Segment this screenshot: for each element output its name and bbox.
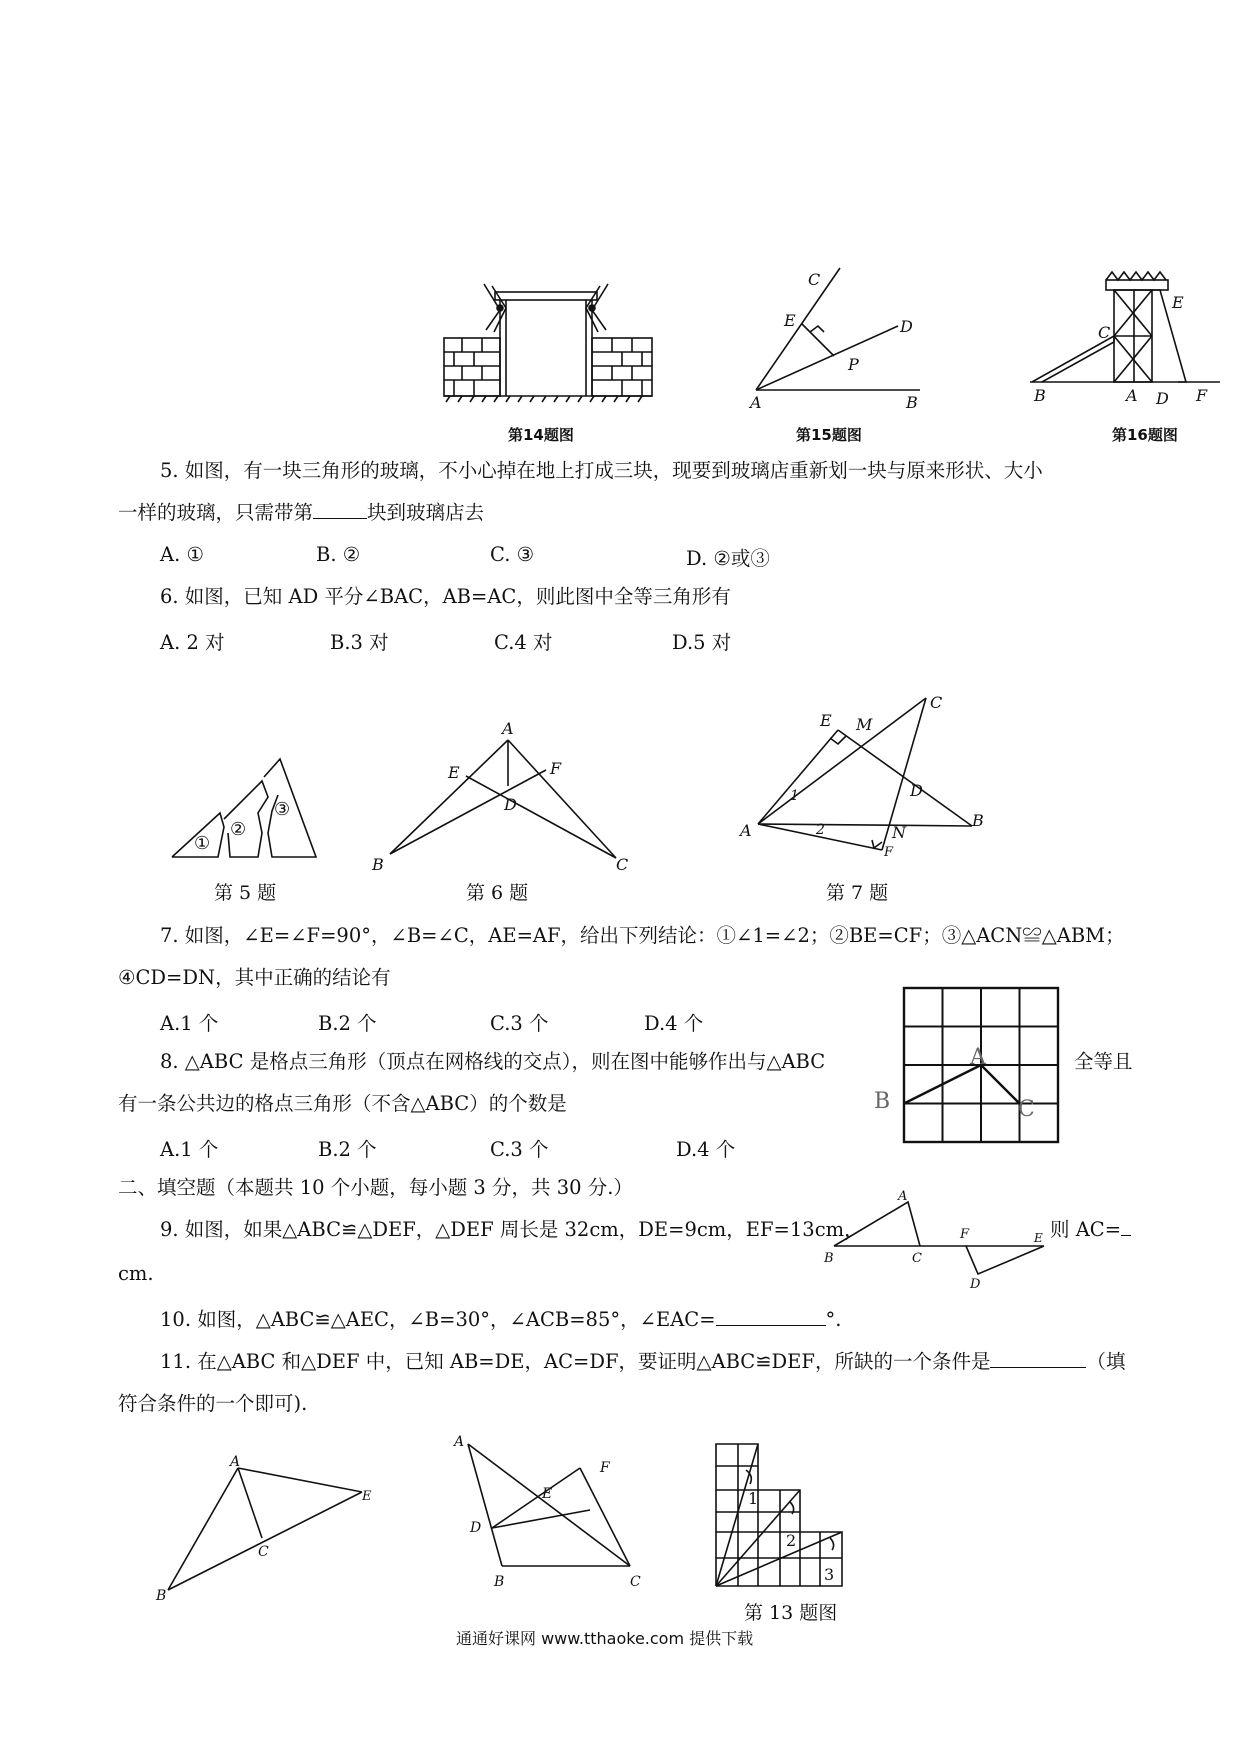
fig9-label-F: F: [960, 1227, 970, 1242]
figure-14-wall-gate: [440, 280, 670, 410]
fig16-label-F: F: [1196, 386, 1208, 405]
figure-10-triangles: [150, 1450, 390, 1604]
fig11-label-B: B: [494, 1574, 505, 1590]
fig8-label-B: B: [874, 1089, 891, 1114]
fig6-label-B: B: [372, 855, 384, 874]
figure-16-caption: 第16题图: [1112, 426, 1178, 444]
fig11-label-D: D: [470, 1520, 482, 1536]
fig13-label-1: 1: [748, 1489, 759, 1508]
fig15-label-P: P: [848, 355, 859, 374]
q11-stem-line2: 符合条件的一个即可).: [118, 1392, 308, 1415]
fig16-label-D: D: [1156, 389, 1169, 408]
q7-stem-line1: 7. 如图，∠E=∠F=90°，∠B=∠C，AE=AF，给出下列结论：①∠1=∠2；②BE=CF；③△ACN≌△ABM；: [160, 924, 1125, 947]
fig9-label-D: D: [970, 1277, 981, 1292]
figure-11-quadrilateral: [450, 1432, 670, 1602]
section-2-heading: 二、填空题（本题共 10 个小题，每小题 3 分，共 30 分.）: [118, 1176, 633, 1199]
q6-stem: 6. 如图，已知 AD 平分∠BAC，AB=AC，则此图中全等三角形有: [160, 585, 731, 608]
q8-stem-line1-tail: 全等且: [1074, 1050, 1133, 1073]
fig10-label-B: B: [156, 1588, 167, 1604]
fig16-label-B: B: [1034, 386, 1046, 405]
q5-option-a[interactable]: A. ①: [160, 543, 204, 566]
q6-option-c[interactable]: C.4 对: [494, 631, 553, 654]
q5-stem-line2-before: 一样的玻璃，只需带第: [118, 501, 314, 524]
fig16-label-C: C: [1098, 323, 1111, 342]
fig10-label-C: C: [258, 1544, 269, 1560]
fig6-label-C: C: [616, 855, 629, 874]
figure-13-caption: 第 13 题图: [744, 1602, 838, 1624]
figure-5-broken-glass: [170, 755, 320, 865]
q10-stem: [160, 1308, 841, 1331]
q10-stem-before: 10. 如图，△ABC≌△AEC，∠B=30°，∠ACB=85°，∠EAC=: [160, 1308, 716, 1331]
fig8-label-C: C: [1018, 1097, 1035, 1122]
fig7-label-B: B: [972, 811, 984, 830]
q7-option-a[interactable]: A.1 个: [160, 1012, 219, 1035]
figure-14-caption: 第14题图: [508, 426, 574, 444]
fig7-label-2: 2: [816, 822, 825, 838]
q9-answer-blank[interactable]: [1121, 1234, 1131, 1236]
fig7-label-M: M: [856, 715, 873, 734]
fig5-piece-2: ②: [230, 819, 247, 840]
fig15-label-E: E: [784, 311, 796, 330]
q11-stem-line1: [160, 1350, 1125, 1373]
figure-6-bisector-triangles: [370, 719, 640, 874]
q6-option-d[interactable]: D.5 对: [672, 631, 732, 654]
fig11-label-A: A: [454, 1434, 465, 1450]
q11-stem-line1-before: 11. 在△ABC 和△DEF 中，已知 AB=DE，AC=DF，要证明△ABC≌DEF，所缺的一个条件是: [160, 1350, 991, 1373]
fig5-piece-1: ①: [194, 833, 211, 854]
q9-stem-line1-tail: [1050, 1218, 1131, 1241]
figure-15-angle-bisector: [740, 260, 960, 420]
q10-stem-after: °.: [825, 1308, 842, 1331]
q11-answer-blank[interactable]: [990, 1366, 1086, 1368]
q8-option-a[interactable]: A.1 个: [160, 1138, 219, 1161]
fig5-piece-3: ③: [274, 799, 291, 820]
fig10-label-A: A: [230, 1454, 241, 1470]
page-footer-source: 通通好课网 www.tthaoke.com 提供下载: [456, 1629, 754, 1648]
q5-option-c[interactable]: C. ③: [490, 543, 535, 566]
fig7-label-A: A: [740, 821, 752, 840]
fig6-label-E: E: [448, 763, 460, 782]
q8-option-b[interactable]: B.2 个: [318, 1138, 377, 1161]
q5-stem-line2-after: 块到玻璃店去: [367, 501, 485, 524]
q5-option-d[interactable]: D. ②或③: [686, 547, 770, 570]
fig9-label-C: C: [912, 1251, 922, 1266]
q8-stem-line2: 有一条公共边的格点三角形（不含△ABC）的个数是: [118, 1092, 567, 1115]
q9-stem-tail-text: 则 AC=: [1050, 1218, 1122, 1241]
fig11-label-C: C: [630, 1574, 641, 1590]
fig6-label-F: F: [550, 759, 562, 778]
fig15-label-D: D: [900, 317, 913, 336]
fig7-label-D: D: [910, 781, 923, 800]
fig9-label-B: B: [824, 1251, 834, 1266]
q8-option-d[interactable]: D.4 个: [676, 1138, 736, 1161]
q5-stem-line2: [118, 501, 484, 524]
fig15-label-C: C: [808, 270, 821, 289]
figure-7-right-triangles: [740, 690, 1000, 860]
q8-stem-line1: 8. △ABC 是格点三角形（顶点在网格线的交点），则在图中能够作出与△ABC: [160, 1050, 826, 1073]
q7-option-d[interactable]: D.4 个: [644, 1012, 704, 1035]
q5-stem-line1: 5. 如图，有一块三角形的玻璃，不小心掉在地上打成三块，现要到玻璃店重新划一块与原来形状、大小: [160, 459, 1043, 482]
figure-7-caption: 第 7 题: [826, 882, 889, 904]
fig7-label-E: E: [820, 711, 832, 730]
q7-option-c[interactable]: C.3 个: [490, 1012, 549, 1035]
q9-stem-line2: cm.: [118, 1262, 154, 1285]
q7-option-b[interactable]: B.2 个: [318, 1012, 377, 1035]
q5-option-b[interactable]: B. ②: [316, 543, 361, 566]
q5-answer-blank[interactable]: [313, 517, 367, 519]
q11-stem-line1-after: （填: [1086, 1350, 1126, 1373]
fig11-label-F: F: [600, 1460, 610, 1476]
figure-6-caption: 第 6 题: [466, 882, 529, 904]
fig15-label-A: A: [750, 393, 762, 412]
fig16-label-A: A: [1126, 386, 1138, 405]
fig7-label-N: N: [892, 823, 906, 842]
fig8-label-A: A: [970, 1045, 986, 1070]
fig7-label-F: F: [884, 845, 894, 860]
q6-option-a[interactable]: A. 2 对: [160, 631, 225, 654]
fig7-label-1: 1: [790, 788, 799, 804]
fig11-label-E: E: [542, 1486, 553, 1502]
q6-option-b[interactable]: B.3 对: [330, 631, 389, 654]
figure-13-grid-angles: [712, 1440, 862, 1590]
fig6-label-D: D: [504, 795, 517, 814]
q7-stem-line2: ④CD=DN，其中正确的结论有: [118, 966, 391, 989]
fig9-label-E: E: [1034, 1231, 1043, 1245]
figure-8-lattice-grid: [870, 984, 1070, 1144]
fig9-label-A: A: [898, 1189, 908, 1204]
fig7-label-C: C: [930, 693, 943, 712]
fig16-label-E: E: [1172, 293, 1184, 312]
fig6-label-A: A: [502, 719, 514, 738]
fig15-label-B: B: [906, 393, 918, 412]
fig13-label-2: 2: [786, 1531, 797, 1550]
fig13-label-3: 3: [824, 1565, 835, 1584]
fig10-label-E: E: [362, 1489, 372, 1504]
q10-answer-blank[interactable]: [716, 1324, 826, 1326]
figure-5-caption: 第 5 题: [214, 882, 277, 904]
q9-stem-line1: 9. 如图，如果△ABC≌△DEF，△DEF 周长是 32cm，DE=9cm，EF=13cm，: [160, 1218, 864, 1241]
q8-option-c[interactable]: C.3 个: [490, 1138, 549, 1161]
figure-16-tower: [1030, 268, 1230, 408]
figure-15-caption: 第15题图: [796, 426, 862, 444]
